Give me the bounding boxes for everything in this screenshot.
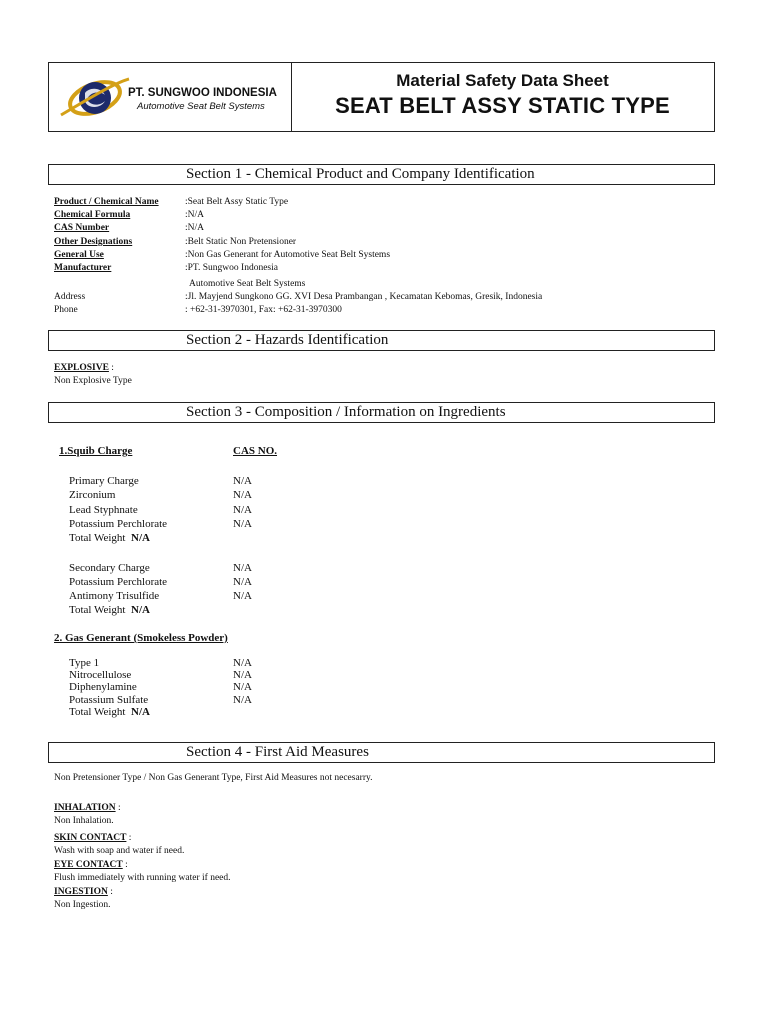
ingredient-cas: N/A [233, 576, 252, 588]
inhalation-heading [54, 803, 121, 813]
gas-generant-heading: 2. Gas Generant (Smokeless Powder) [54, 632, 228, 644]
first-aid-intro: Non Pretensioner Type / Non Gas Generant Type, First Aid Measures not necesarry. [54, 773, 373, 783]
ingredient-cas: N/A [233, 657, 252, 669]
document-title-block [291, 63, 714, 131]
product-title: SEAT BELT ASSY STATIC TYPE [335, 93, 670, 118]
skin-contact-heading [54, 833, 131, 843]
explosive-label: EXPLOSIVE [54, 363, 109, 373]
cas-no-heading: CAS NO. [233, 445, 278, 457]
ingredient-name: Zirconium [69, 489, 116, 501]
ingredient-cas: N/A [233, 681, 252, 693]
manufacturer-label: Manufacturer [54, 263, 112, 273]
ingestion-colon: : [107, 887, 113, 897]
inhalation-colon: : [115, 803, 121, 813]
ingredient-cas: N/A [233, 489, 252, 501]
section-3-title: Section 3 - Composition / Information on Ingredients [186, 404, 506, 420]
total-weight-value: N/A [131, 706, 150, 718]
document-type: Material Safety Data Sheet [396, 71, 609, 90]
ingredient-cas: N/A [233, 669, 252, 681]
eye-contact-heading [54, 860, 128, 870]
ingredient-cas: N/A [233, 694, 252, 706]
eye-contact-colon: : [122, 860, 128, 870]
ingredient-name: Nitrocellulose [69, 669, 132, 681]
company-logo-block [49, 63, 292, 131]
skin-contact-label: SKIN CONTACT [54, 833, 127, 843]
manufacturer-value: :PT. Sungwoo Indonesia [185, 263, 278, 273]
explosive-value: Non Explosive Type [54, 376, 132, 386]
total-weight-value: N/A [131, 604, 150, 616]
secondary-total-weight [69, 604, 150, 616]
chemical-formula-label: Chemical Formula [54, 210, 131, 220]
manufacturer-line-2: Automotive Seat Belt Systems [189, 279, 306, 289]
ingredient-name: Potassium Sulfate [69, 694, 149, 706]
other-designations-label: Other Designations [54, 237, 133, 247]
cas-number-value: :N/A [185, 223, 204, 233]
company-name: PT. SUNGWOO INDONESIA [128, 87, 277, 99]
ingestion-label: INGESTION [54, 887, 108, 897]
general-use-value: :Non Gas Generant for Automotive Seat Belt Systems [185, 250, 391, 260]
ingredient-cas: N/A [233, 562, 252, 574]
section-4-title: Section 4 - First Aid Measures [186, 744, 369, 760]
skin-contact-text: Wash with soap and water if need. [54, 846, 185, 856]
ingestion-heading [54, 887, 113, 897]
inhalation-label: INHALATION [54, 803, 116, 813]
company-logo-icon [55, 71, 133, 125]
ingredient-cas: N/A [233, 590, 252, 602]
ingredient-cas: N/A [233, 504, 252, 516]
section-3-header [48, 402, 715, 423]
gas-total-weight [69, 706, 150, 718]
chemical-formula-value: :N/A [185, 210, 204, 220]
address-value: :Jl. Mayjend Sungkono GG. XVI Desa Prambangan , Kecamatan Kebomas, Gresik, Indonesia [185, 292, 543, 302]
inhalation-text: Non Inhalation. [54, 816, 114, 826]
ingredient-name: Antimony Trisulfide [69, 590, 160, 602]
squib-charge-heading: 1.Squib Charge [59, 445, 133, 457]
cas-number-label: CAS Number [54, 223, 110, 233]
total-weight-label: Total Weight [69, 604, 126, 616]
total-weight-label: Total Weight [69, 706, 126, 718]
section-2-title: Section 2 - Hazards Identification [186, 332, 389, 348]
eye-contact-label: EYE CONTACT [54, 860, 123, 870]
ingredient-cas: N/A [233, 475, 252, 487]
company-tagline: Automotive Seat Belt Systems [137, 101, 265, 112]
total-weight-value: N/A [131, 532, 150, 544]
ingredient-name: Potassium Perchlorate [69, 576, 168, 588]
ingredient-cas: N/A [233, 518, 252, 530]
ingestion-text: Non Ingestion. [54, 900, 111, 910]
ingredient-name: Primary Charge [69, 475, 139, 487]
primary-total-weight [69, 532, 150, 544]
section-4-header [48, 742, 715, 763]
ingredient-name: Secondary Charge [69, 562, 150, 574]
eye-contact-text: Flush immediately with running water if need. [54, 873, 231, 883]
general-use-label: General Use [54, 250, 104, 260]
section-2-header [48, 330, 715, 351]
product-name-value: :Seat Belt Assy Static Type [185, 197, 289, 207]
ingredient-name: Diphenylamine [69, 681, 137, 693]
total-weight-label: Total Weight [69, 532, 126, 544]
section-1-title: Section 1 - Chemical Product and Company Identification [186, 166, 535, 182]
document-header [48, 62, 715, 132]
ingredient-name: Lead Styphnate [69, 504, 138, 516]
skin-contact-colon: : [126, 833, 132, 843]
ingredient-name: Potassium Perchlorate [69, 518, 168, 530]
ingredient-name: Type 1 [69, 657, 100, 669]
explosive-colon: : [108, 363, 114, 373]
explosive-row [54, 363, 114, 373]
phone-label: Phone [54, 305, 78, 315]
phone-value: : +62-31-3970301, Fax: +62-31-3970300 [185, 305, 342, 315]
product-name-label: Product / Chemical Name [54, 197, 159, 207]
address-label: Address [54, 292, 86, 302]
section-1-header [48, 164, 715, 185]
other-designations-value: :Belt Static Non Pretensioner [185, 237, 297, 247]
